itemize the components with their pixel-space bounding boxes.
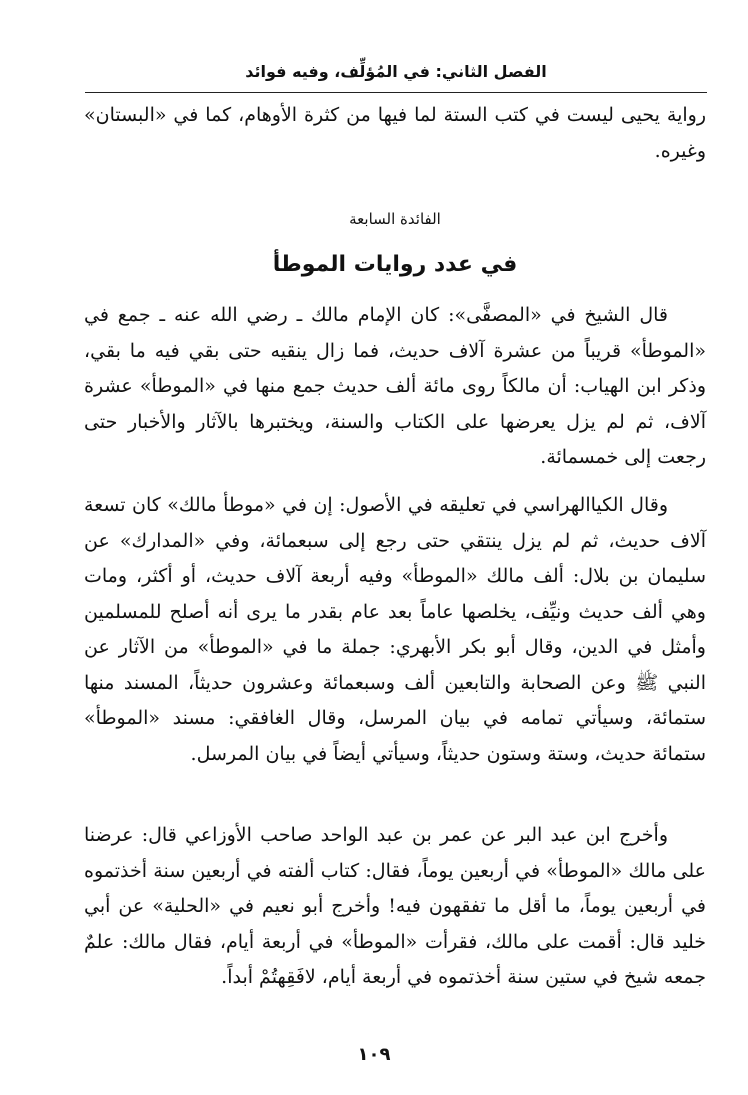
running-header: الفصل الثاني: في المُؤلِّف، وفيه فوائد — [245, 62, 547, 81]
benefit-label: الفائدة السابعة — [349, 210, 441, 228]
paragraph-3: وأخرج ابن عبد البر عن عمر بن عبد الواحد صاحب الأوزاعي قال: عرضنا على مالك «الموطأ» في أربعين يوماً، فقال: كتاب ألفته في أربعين سنة أخذتموه في أربعين يوماً، ما أقل ما تفقهون فيه! وأخرج أبو نعيم في «الحلية» عن أبي خليد قال: أقمت على مالك، فقرأت «الموطأ» في أربعة أيام، فقال مالك: علمٌ جمعه شيخ في ستين سنة أخذتموه في أربعة أيام، لافَقِهتُمْ أبداً. — [84, 824, 706, 988]
section-title: في عدد روايات الموطأ — [272, 252, 518, 277]
header-rule — [85, 92, 707, 93]
paragraph-2: وقال الكياالهراسي في تعليقه في الأصول: إن في «موطأ مالك» كان تسعة آلاف حديث، ثم لم يزل ينتقي حتى رجع إلى سبعمائة، وفي «المدارك» عن سليمان بن بلال: ألف مالك «الموطأ» وفيه أربعة آلاف حديث، أو أكثر، ومات وهي ألف حديث ونيِّف، يخلصها عاماً بعد عام بقدر ما يرى أنه أصلح للمسلمين وأمثل في الدين، وقال أبو بكر الأبهري: جملة ما في «الموطأ» من الآثار عن النبي ﷺ وعن الصحابة والتابعين ألف وسبعمائة وعشرون حديثاً، المسند منها ستمائة، وسيأتي تمامه في بيان المرسل، وقال الغافقي: مسند «الموطأ» ستمائة حديث، وستة وستون حديثاً، وسيأتي أيضاً في بيان المرسل. — [84, 494, 706, 765]
paragraph-1: قال الشيخ في «المصفَّى»: كان الإمام مالك ـ رضي الله عنه ـ جمع في «الموطأ» قريباً من عشرة آلاف حديث، فما زال ينقيه حتى بقي فيه ما بقي، وذكر ابن الهياب: أن مالكاً روى مائة ألف حديث جمع منها في «الموطأ» عشرة آلاف، ثم لم يزل يعرضها على الكتاب والسنة، ويختبرها بالآثار والأخبار حتى رجعت إلى خمسمائة. — [84, 304, 706, 468]
intro-paragraph: رواية يحيى ليست في كتب الستة لما فيها من كثرة الأوهام، كما في «البستان» وغيره. — [84, 104, 706, 162]
page-number: ١٠٩ — [357, 1044, 391, 1065]
